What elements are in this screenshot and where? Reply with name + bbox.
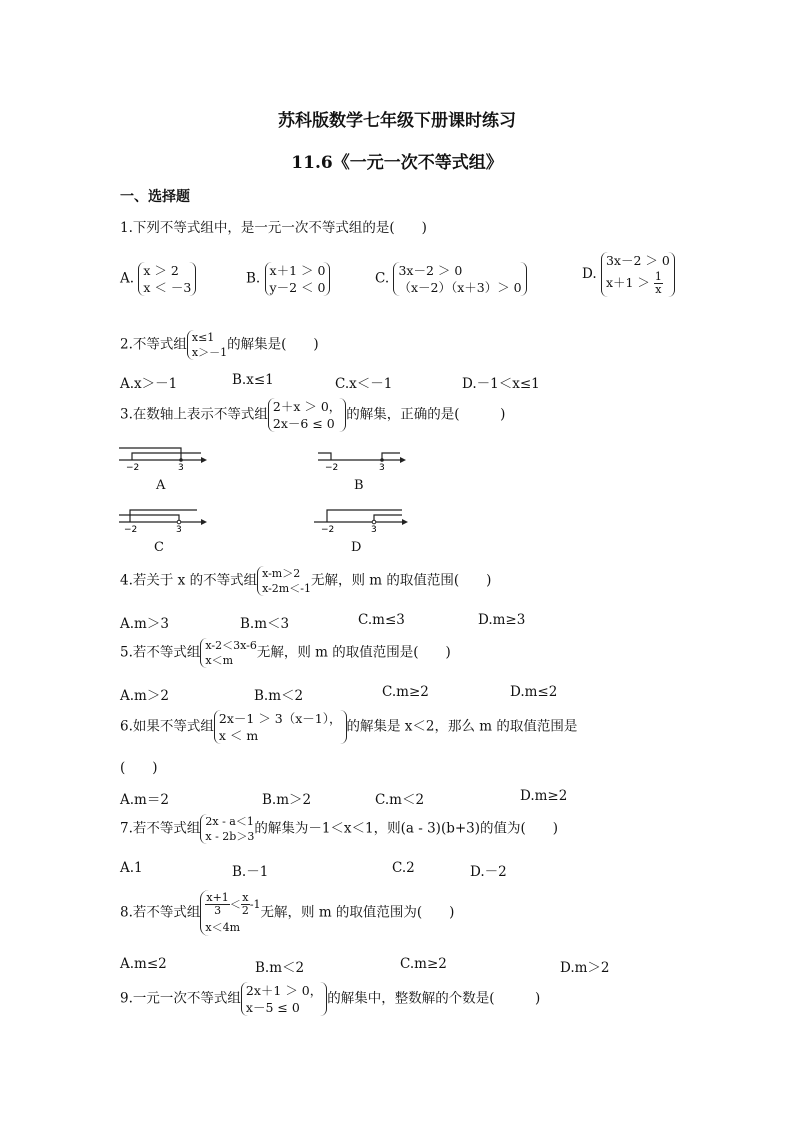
svg-text:3: 3 <box>178 463 184 470</box>
q4-option-b[interactable]: B.m＜3 <box>240 616 290 632</box>
q3-option-d-label: D <box>351 540 362 555</box>
q7-option-d[interactable]: D.－2 <box>470 864 507 880</box>
q7-option-c[interactable]: C.2 <box>392 860 415 876</box>
q3-option-b-label: B <box>354 478 364 493</box>
q4-stem: 4.若关于 x 的不等式组 x-m＞2 x-2m＜-1 无解，则 m 的取值范围( ) <box>120 567 492 595</box>
q3-option-c-label: C <box>154 540 164 555</box>
q7-option-b[interactable]: B.－1 <box>232 864 269 880</box>
q4-option-c[interactable]: C.m≤3 <box>358 612 405 628</box>
q8-option-c[interactable]: C.m≥2 <box>400 956 447 972</box>
q8-option-a[interactable]: A.m≤2 <box>120 956 167 972</box>
q3-option-d-numberline[interactable] <box>312 506 408 536</box>
q4-option-a[interactable]: A.m＞3 <box>120 616 169 632</box>
q5-system: x-2＜3x-6 x＜m <box>200 638 256 668</box>
q6-option-a[interactable]: A.m＝2 <box>120 792 169 808</box>
q1-option-c[interactable]: C. 3x－2 ＞ 0 （x－2）（x＋3）＞ 0 <box>375 262 527 296</box>
q6-stem: 6.如果不等式组 2x－1 ＞ 3（x－1）， x ＜ m 的解集是 x＜2，那么 m 的取值范围是 <box>120 711 578 743</box>
q1-c-system: 3x－2 ＞ 0 （x－2）（x＋3）＞ 0 <box>393 262 526 296</box>
q9-stem: 9.一元一次不等式组 2x＋1 ＞ 0， x－5 ≤ 0 的解集中，整数解的个数是( ) <box>120 983 541 1015</box>
q6-system: 2x－1 ＞ 3（x－1）， x ＜ m <box>214 710 347 744</box>
q3-option-c-numberline[interactable] <box>117 506 207 536</box>
q6-continuation: ( ) <box>120 760 158 776</box>
q1-b-system: x＋1 ＞ 0 y－2 ＜ 0 <box>265 262 331 296</box>
q3-option-b-numberline[interactable] <box>316 444 406 474</box>
q2-option-c[interactable]: C.x＜－1 <box>335 376 393 392</box>
q3-stem: 3.在数轴上表示不等式组 2＋x ＞ 0， 2x－6 ≤ 0 的解集，正确的是( ) <box>120 399 506 431</box>
q2-option-a[interactable]: A.x＞－1 <box>120 376 178 392</box>
page-subtitle: 11.6《一元一次不等式组》 <box>291 153 503 173</box>
svg-text:3: 3 <box>176 525 182 532</box>
q5-stem: 5.若不等式组 x-2＜3x-6 x＜m 无解，则 m 的取值范围是( ) <box>120 639 451 667</box>
q6-option-d[interactable]: D.m≥2 <box>520 788 568 804</box>
q4-option-d[interactable]: D.m≥3 <box>478 612 526 628</box>
q7-option-a[interactable]: A.1 <box>120 860 143 876</box>
svg-text:−2: −2 <box>124 525 138 532</box>
q2-option-d[interactable]: D.－1＜x≤1 <box>462 376 540 392</box>
svg-text:3: 3 <box>379 463 385 470</box>
q7-system: 2x - a＜1 x - 2b＞3 <box>200 814 254 844</box>
q3-system: 2＋x ＞ 0， 2x－6 ≤ 0 <box>268 398 346 432</box>
section-heading: 一、选择题 <box>120 189 190 205</box>
q5-option-a[interactable]: A.m＞2 <box>120 688 169 704</box>
q8-option-d[interactable]: D.m＞2 <box>560 960 610 976</box>
q8-stem: 8.若不等式组 $\frac{x+1}{3}$ ＜ $\frac{x}{2}$ -1 x＜4m 无解，则 m 的取值范围为( ) <box>120 891 455 934</box>
q4-system: x-m＞2 x-2m＜-1 <box>257 566 311 596</box>
svg-text:−2: −2 <box>126 463 140 470</box>
q6-option-b[interactable]: B.m＞2 <box>262 792 312 808</box>
q5-option-d[interactable]: D.m≤2 <box>510 684 558 700</box>
q1-option-a[interactable]: A. x ＞ 2 x ＜ －3 <box>120 262 196 296</box>
svg-text:−2: −2 <box>321 525 335 532</box>
svg-text:3: 3 <box>371 525 377 532</box>
q3-option-a-numberline[interactable] <box>117 444 207 474</box>
svg-text:−2: −2 <box>325 463 339 470</box>
q5-option-c[interactable]: C.m≥2 <box>382 684 429 700</box>
q1-option-b[interactable]: B. x＋1 ＞ 0 y－2 ＜ 0 <box>246 262 330 296</box>
q3-option-a-label: A <box>156 478 166 493</box>
q8-system: $\frac{x+1}{3}$ ＜ $\frac{x}{2}$ -1 x＜4m <box>200 890 260 936</box>
q7-stem: 7.若不等式组 2x - a＜1 x - 2b＞3 的解集为－1＜x＜1，则(a - 3)(b+3)的值为( ) <box>120 815 559 843</box>
q2-stem: 2.不等式组 x≤1 x＞－1 的解集是( ) <box>120 331 319 359</box>
q2-system: x≤1 x＞－1 <box>187 330 227 360</box>
q6-option-c[interactable]: C.m＜2 <box>375 792 425 808</box>
q1-option-d[interactable]: D. 3x－2 ＞ 0 x＋1 ＞ $\frac{1}{x}$ <box>582 252 675 297</box>
q2-option-b[interactable]: B.x≤1 <box>232 372 274 388</box>
q9-system: 2x＋1 ＞ 0， x－5 ≤ 0 <box>241 982 327 1016</box>
page-title: 苏科版数学七年级下册课时练习 <box>278 111 516 131</box>
q8-option-b[interactable]: B.m＜2 <box>255 960 305 976</box>
q5-option-b[interactable]: B.m＜2 <box>254 688 304 704</box>
q1-stem: 1.下列不等式组中，是一元一次不等式组的是( ) <box>120 220 427 236</box>
q1-a-system: x ＞ 2 x ＜ －3 <box>138 262 196 296</box>
q1-d-system: 3x－2 ＞ 0 x＋1 ＞ $\frac{1}{x}$ <box>601 252 675 297</box>
